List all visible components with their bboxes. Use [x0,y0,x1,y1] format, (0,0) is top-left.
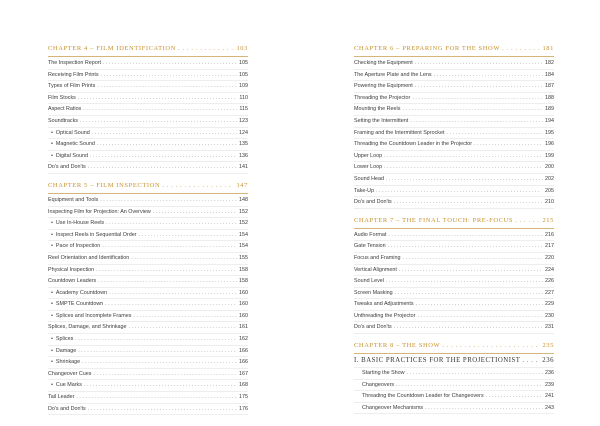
toc-entry-label: Academy Countdown [55,289,108,296]
toc-entry [354,391,554,403]
bullet-icon: • [51,243,53,250]
toc-entry-page: 124 [239,129,248,136]
toc-entry [48,128,248,140]
toc-entry [354,403,554,415]
toc-entry [354,368,554,380]
toc-entry-label: Threading the Countdown Leader in the Projector [354,141,473,148]
bullet-icon: • [51,312,53,319]
toc-entry [48,322,248,334]
toc-entry [48,218,248,230]
toc-entry [48,162,248,174]
toc-entry-page: 160 [239,289,248,296]
toc-entry-page: 135 [239,141,248,148]
bullet-icon: • [51,141,53,148]
toc-entry-page: 226 [545,278,554,285]
toc-entry [48,404,248,416]
toc-entry-page: 152 [239,220,248,227]
toc-entry-label: Powering the Equipment [354,83,413,90]
toc-entry-page: 216 [545,231,554,238]
toc-entry-page: 158 [239,266,248,273]
bullet-icon: • [51,289,53,296]
toc-entry [48,380,248,392]
toc-entry-label: Film Stocks [48,94,76,101]
bullet-icon: • [51,359,53,366]
toc-entry-label: Changeover Cues [48,370,92,377]
toc-entry [48,241,248,253]
toc-entry [48,195,248,207]
toc-entry [354,151,554,163]
part-1-entries [354,368,554,414]
toc-entry-label: Optical Sound [55,129,90,136]
toc-entry [48,151,248,163]
toc-entry-label: Mounting the Reels [354,106,401,113]
toc-entry [48,265,248,277]
toc-entry-page: 176 [239,405,248,412]
toc-entry [354,299,554,311]
toc-entry-page: 155 [239,254,248,261]
toc-entry [48,392,248,404]
toc-entry [354,230,554,242]
toc-entry [354,139,554,151]
toc-entry-label: Vertical Alignment [354,266,397,273]
divider [354,353,554,354]
toc-entry-page: 109 [239,83,248,90]
toc-entry [48,93,248,105]
toc-entry-page: 161 [239,324,248,331]
chapter-5-heading: CHAPTER 5 – FILM INSPECTION . . . 147 [48,180,248,192]
toc-entry-label: Changeover Mechanisms [362,404,424,411]
toc-entry-label: Damage [55,347,77,354]
chapter-4-entries [48,58,248,174]
toc-entry [354,81,554,93]
toc-entry-label: Receiving Film Prints [48,71,99,78]
toc-entry-page: 217 [545,243,554,250]
toc-entry-label: Checking the Equipment [354,60,413,66]
toc-entry-label: Do's and Don'ts [354,324,392,331]
toc-entry-page: 154 [239,243,248,250]
toc-entry-page: 241 [545,393,554,400]
toc-entry-page: 231 [545,324,554,331]
toc-entry [48,116,248,128]
toc-entry-page: 199 [545,152,554,159]
toc-entry-page: 166 [239,359,248,366]
toc-entry-page: 110 [239,94,248,101]
toc-entry-page: 210 [545,199,554,206]
toc-entry [48,346,248,358]
toc-entry [354,322,554,334]
toc-entry [354,174,554,186]
toc-entry-page: 152 [239,208,248,215]
toc-entry-page: 168 [239,382,248,389]
bullet-icon: • [51,347,53,354]
toc-entry-page: 220 [545,254,554,261]
toc-entry [354,241,554,253]
divider [354,56,554,57]
bullet-icon: • [51,301,53,308]
toc-entry-label: Starting the Show [362,370,405,377]
toc-entry-page: 160 [239,312,248,319]
toc-entry-label: Splices and Incomplete Frames [55,312,132,319]
toc-entry-page: 115 [239,106,248,113]
toc-entry [48,104,248,116]
toc-entry [354,197,554,209]
toc-entry-page: 162 [239,336,248,343]
toc-entry-page: 105 [239,71,248,78]
toc-entry-page: 202 [545,175,554,182]
toc-entry [354,265,554,277]
toc-entry [48,58,248,70]
toc-entry [354,104,554,116]
toc-entry [48,334,248,346]
toc-entry [354,276,554,288]
chapter-4-heading: CHAPTER 4 – FILM IDENTIFICATION . . . 103 [48,43,248,55]
bullet-icon: • [51,336,53,343]
toc-entry-label: Use In-House Reels [55,220,105,227]
toc-entry-label: Sound Level [354,278,384,285]
toc-entry-label: Pace of Inspection [55,243,101,250]
divider [48,56,248,57]
bullet-icon: • [51,152,53,159]
toc-entry-page: 158 [239,278,248,285]
toc-entry-label: Shrinkage [55,359,81,366]
toc-entry-label: Setting the Intermittent [354,117,409,124]
toc-entry-label: The Inspection Report [48,60,102,66]
toc-entry [354,58,554,70]
chapter-7-entries [354,230,554,334]
toc-entry [48,288,248,300]
toc-entry-page: 188 [545,94,554,101]
toc-entry [354,116,554,128]
toc-entry-label: Audio Format [354,231,387,238]
part-1-heading: I. BASIC PRACTICES FOR THE PROJECTIONIST . . . 236 [354,355,554,368]
toc-entry-page: 154 [239,231,248,238]
toc-entry-label: Do's and Don'ts [48,164,86,171]
toc-entry-page: 224 [545,266,554,273]
toc-entry-page: 141 [239,164,248,171]
bullet-icon: • [51,129,53,136]
toc-entry-label: Magnetic Sound [55,141,95,148]
toc-entry-label: Do's and Don'ts [354,199,392,206]
toc-entry [354,162,554,174]
toc-entry-label: The Aperture Plate and the Lens [354,71,432,78]
toc-entry-page: 148 [239,196,248,203]
toc-entry-label: Threading the Projector [354,94,411,101]
toc-entry-label: Cue Marks [55,382,82,389]
toc-entry-label: Take-Up [354,187,375,194]
toc-entry-label: Sound Head [354,175,384,182]
divider [48,193,248,194]
toc-entry-label: Splices [55,336,74,343]
bullet-icon: • [51,382,53,389]
toc-entry-label: Lower Loop [354,164,383,171]
toc-entry [48,311,248,323]
toc-entry-label: Tweaks and Adjustments [354,301,414,308]
toc-entry-label: Upper Loop [354,152,383,159]
toc-entry-page: 243 [545,404,554,411]
toc-entry-page: 196 [545,141,554,148]
toc-entry-label: Changeovers [362,381,395,388]
toc-entry-page: 105 [239,60,248,66]
toc-entry-label: Types of Film Prints [48,83,96,90]
toc-entry-label: Equipment and Tools [48,196,99,203]
toc-entry-label: Focus and Framing [354,254,401,261]
toc-entry-label: Countdown Leaders [48,278,97,285]
bullet-icon: • [51,231,53,238]
toc-entry-page: 184 [545,71,554,78]
toc-entry-label: Reel Orientation and Identification [48,254,130,261]
toc-entry-label: Framing and the Intermittent Sprocket [354,129,445,136]
toc-entry-label: Do's and Don'ts [48,405,86,412]
toc-entry [48,299,248,311]
toc-entry [48,70,248,82]
toc-entry-label: Inspect Reels in Sequential Order [55,231,137,238]
toc-entry [354,253,554,265]
toc-entry [48,369,248,381]
toc-entry [354,128,554,140]
toc-entry-label: Gate Tension [354,243,386,250]
toc-entry-page: 227 [545,289,554,296]
toc-entry [354,70,554,82]
toc-entry-page: 195 [545,129,554,136]
toc-entry-label: Physical Inspection [48,266,95,273]
toc-entry-page: 136 [239,152,248,159]
divider [354,228,554,229]
toc-entry-page: 194 [545,117,554,124]
bullet-icon: • [51,220,53,227]
toc-entry-page: 205 [545,187,554,194]
toc-entry-page: 123 [239,117,248,124]
toc-entry-label: Splices, Damage, and Shrinkage [48,324,127,331]
toc-entry [48,357,248,369]
chapter-6-entries [354,58,554,209]
toc-entry-page: 175 [239,394,248,401]
toc-left-column [48,43,248,415]
toc-right-column [354,43,554,414]
toc-entry-label: Threading the Countdown Leader for Changeovers [362,393,484,400]
toc-entry-page: 182 [545,60,554,66]
toc-entry [48,276,248,288]
toc-entry-page: 200 [545,164,554,171]
toc-entry-label: Inspecting Film for Projection: An Overview [48,208,151,215]
toc-entry-label: Aspect Ratios [48,106,82,113]
toc-entry [48,207,248,219]
toc-entry [354,380,554,392]
toc-entry-label: Tail Leader [48,394,75,401]
toc-entry-label: Screen Masking [354,289,393,296]
toc-entry [48,139,248,151]
toc-entry [354,186,554,198]
chapter-5-entries [48,195,248,415]
toc-entry-page: 167 [239,370,248,377]
toc-entry-page: 166 [239,347,248,354]
toc-entry-page: 230 [545,312,554,319]
toc-entry-label: Soundtracks [48,117,78,124]
toc-entry-label: SMPTE Countdown [55,301,104,308]
toc-entry [354,93,554,105]
toc-entry [48,230,248,242]
toc-entry [354,288,554,300]
chapter-6-heading: CHAPTER 6 – PREPARING FOR THE SHOW . . . 181 [354,43,554,55]
toc-entry-page: 187 [545,83,554,90]
chapter-7-heading: CHAPTER 7 – THE FINAL TOUCH: PRE-FOCUS . . . 215 [354,215,554,227]
toc-entry [354,311,554,323]
toc-entry-page: 239 [545,381,554,388]
toc-entry-label: Digital Sound [55,152,88,159]
toc-entry-page: 160 [239,301,248,308]
toc-entry [48,81,248,93]
toc-entry-page: 229 [545,301,554,308]
toc-entry-label: Unthreading the Projector [354,312,416,319]
toc-entry-page: 189 [545,106,554,113]
chapter-8-heading: CHAPTER 8 – THE SHOW . . . 235 [354,340,554,352]
toc-entry-page: 236 [545,370,554,377]
toc-entry [48,253,248,265]
